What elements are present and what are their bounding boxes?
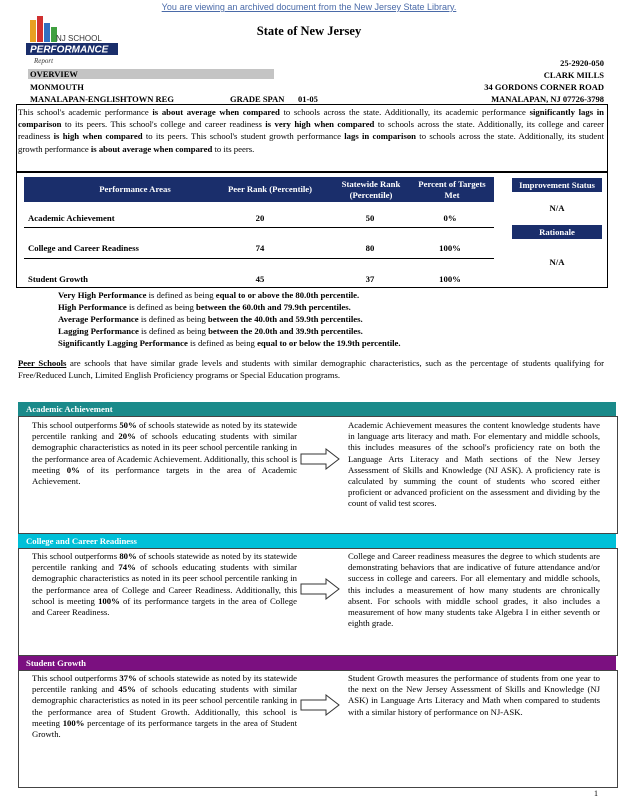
district: MANALAPAN-ENGLISHTOWN REG: [30, 94, 174, 104]
definition-significantly-lagging: Significantly Lagging Performance is defined as being equal to or below the 19.9th percentile.: [58, 338, 401, 348]
row-ccr-state: 80: [365, 243, 375, 253]
row-ccr-peer: 74: [255, 243, 265, 253]
rationale-value: N/A: [549, 257, 565, 267]
ccr-right-text: College and Career readiness measures the degree to which students are demonstrating behaviors that are indicative of future attendance and/or success in college and careers. For all elementary and middle schools, this includes a measurement of how many students are chronically absent. For schools with middle school grades, it also includes a measurement of how many students take Algebra I in either seventh or eighth grade.: [348, 551, 600, 629]
row-academic-state: 50: [365, 213, 375, 223]
right-arrow-icon: [300, 694, 340, 716]
definition-high: High Performance is defined as being between the 60.0th and 79.9th percentiles.: [58, 302, 351, 312]
peer-schools-text: Peer Schools are schools that have similar grade levels and students with similar demographic characteristics, such as the percentage of students qualifying for Free/Reduced Lunch, Limited English Proficiency programs or Special Education programs.: [18, 358, 604, 380]
grade-span: 01-05: [298, 94, 318, 104]
academic-right-text: Academic Achievement measures the content knowledge students have in language arts literacy and math. For elementary and middle schools, this includes measures of the school's proficiency rate on both the Language Arts Literacy and Math sections of the New Jersey Assessment of Skills and Knowledge (NJ ASK). A proficiency rate is calculated by summing the count of students who scored either proficient or advanced proficient on the assessment and dividing by the count of valid test scores.: [348, 420, 600, 509]
definition-lagging: Lagging Performance is defined as being between the 20.0th and 39.9th percentiles.: [58, 326, 363, 336]
th-peer-rank: Peer Rank (Percentile): [227, 184, 313, 194]
school-name: CLARK MILLS: [543, 70, 604, 80]
th-statewide-rank: Statewide Rank (Percentile): [341, 179, 401, 200]
row-ccr-targets: 100%: [439, 243, 461, 253]
right-arrow-icon: [300, 448, 340, 470]
row-growth-state: 37: [365, 274, 375, 284]
improvement-status-value: N/A: [549, 203, 565, 213]
row-academic-area: Academic Achievement: [28, 213, 115, 223]
archive-banner: [0, 2, 618, 12]
school-city: MANALAPAN, NJ 07726-3798: [491, 94, 604, 104]
page-title: State of New Jersey: [256, 24, 362, 38]
row-divider: [24, 227, 494, 228]
nj-school-performance-logo: [26, 14, 118, 66]
th-targets-met: Percent of Targets Met: [418, 179, 486, 200]
page-number: 1: [594, 789, 598, 798]
row-growth-area: Student Growth: [28, 274, 88, 284]
row-academic-targets: 0%: [443, 213, 457, 223]
row-ccr-area: College and Career Readiness: [28, 243, 139, 253]
grade-span-label: GRADE SPAN: [230, 94, 285, 104]
improvement-status-header: Improvement Status: [512, 178, 602, 192]
section-header-student-growth: Student Growth: [18, 656, 616, 670]
growth-right-text: Student Growth measures the performance of students from one year to the next on the New Jersey Assessment of Skills and Knowledge (NJ ASK) in Language Arts Literacy and Math when compared to students with a similar history of performance on NJ-ASK.: [348, 673, 600, 717]
logo-line3: Report: [34, 57, 54, 65]
summary-text: This school's academic performance is about average when compared to schools across the state. Additionally, its academic performance significantly lags in comparison to its peers. This school's college and career readiness is very high when compared to schools across the state. Additionally, its college and career readiness is high when compared to its peers. This school's student growth performance lags in comparison to schools across the state. Additionally, its student growth performance is about average when compared to its peers.: [18, 107, 604, 154]
county: MONMOUTH: [30, 82, 84, 92]
archive-link[interactable]: You are viewing an archived document from the New Jersey State Library.: [161, 2, 457, 12]
ccr-left-text: This school outperforms 80% of schools statewide as noted by its statewide percentile ranking and 74% of schools educating students with similar demographic characteristics as noted in its peer school percentile ranking in the performance area of College and Career Readiness. Additionally, this school is meeting 100% of its performance targets in the area of College and Career Readiness.: [32, 551, 297, 618]
overview-bar: OVERVIEW: [28, 69, 274, 79]
rationale-header: Rationale: [512, 225, 602, 239]
row-growth-peer: 45: [255, 274, 265, 284]
row-divider: [24, 258, 494, 259]
row-academic-peer: 20: [255, 213, 265, 223]
logo-line2: PERFORMANCE: [30, 44, 109, 56]
definition-average: Average Performance is defined as being between the 40.0th and 59.9th percentiles.: [58, 314, 363, 324]
academic-left-text: This school outperforms 50% of schools statewide as noted by its statewide percentile ranking and 20% of schools educating students with similar demographic characteristics as noted in its peer school percentile ranking in the performance area of Academic Achievement. Additionally, this school is meeting 0% of its performance targets in the area of Academic Achievement.: [32, 420, 298, 487]
th-performance-areas: Performance Areas: [99, 184, 171, 194]
definition-very-high: Very High Performance is defined as being equal to or above the 80.0th percentile.: [58, 290, 360, 300]
school-code: 25-2920-050: [560, 58, 604, 68]
right-arrow-icon: [300, 578, 340, 600]
section-header-academic-achievement: Academic Achievement: [18, 402, 616, 416]
school-address: 34 GORDONS CORNER ROAD: [484, 82, 604, 92]
row-growth-targets: 100%: [439, 274, 461, 284]
logo-line1: NJ SCHOOL: [56, 34, 102, 43]
growth-left-text: This school outperforms 37% of schools statewide as noted by its statewide percentile ranking and 45% of schools educating students with similar demographic characteristics as noted in its peer school percentile ranking in the performance area of Student Growth. Additionally, this school is meeting 100% percentage of its performance targets in the area of Student Growth.: [32, 673, 297, 740]
section-header-college-career: College and Career Readiness: [18, 534, 616, 548]
